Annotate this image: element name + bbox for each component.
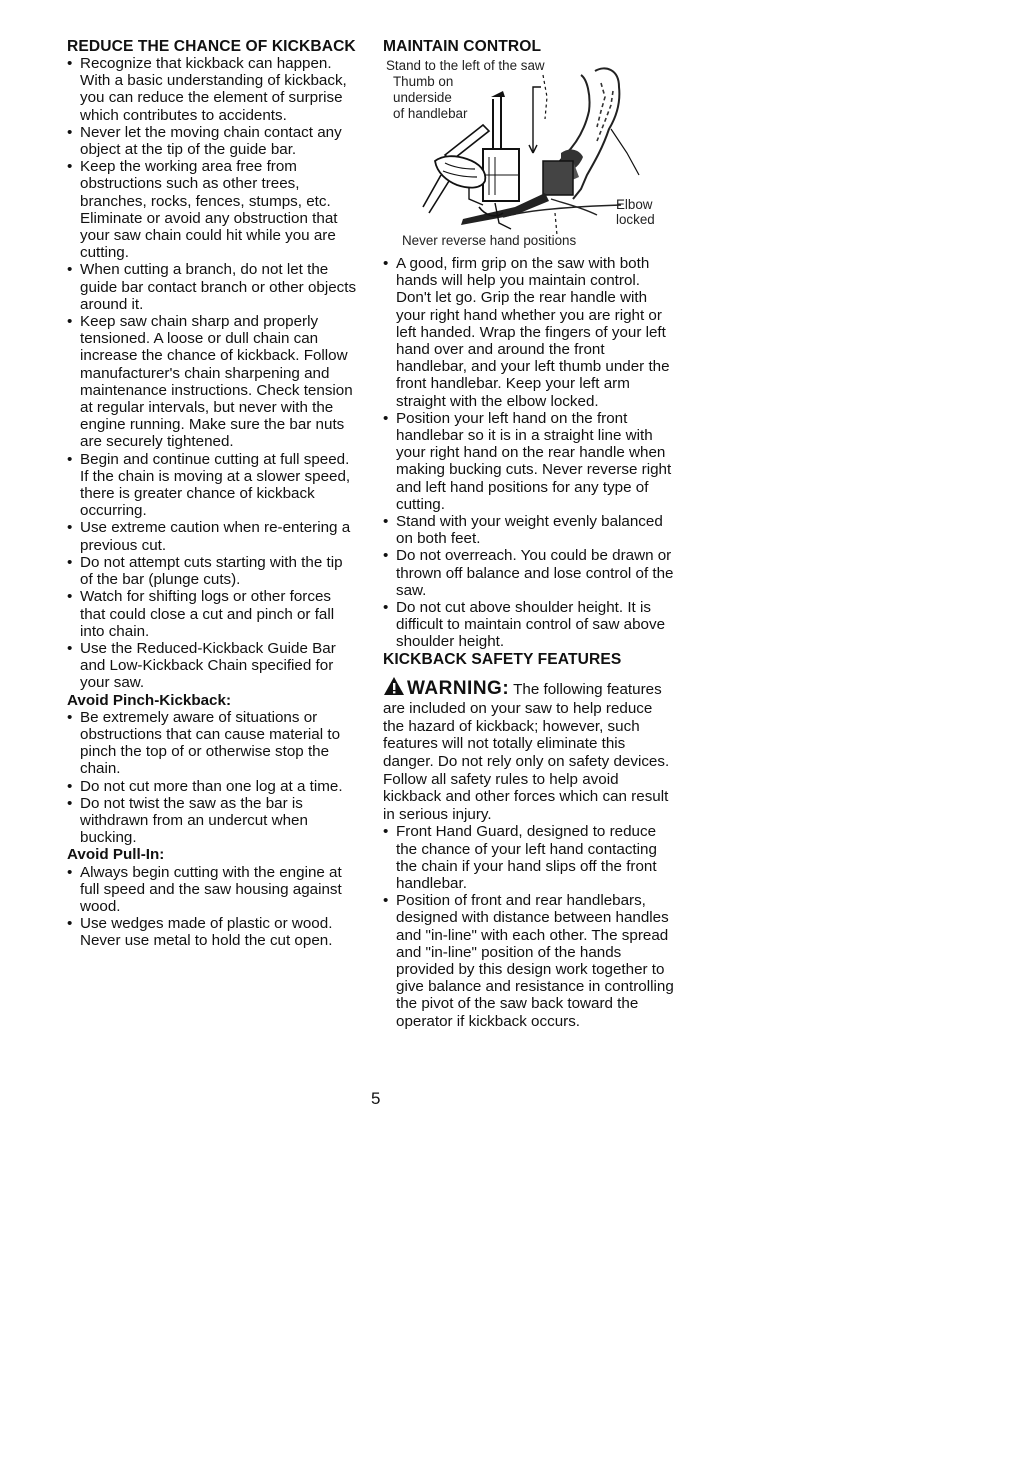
list-item: • Use wedges made of plastic or wood. Never use metal to hold the cut open. [67, 915, 359, 949]
kickback-bullets [67, 55, 359, 692]
warning-triangle-icon [383, 676, 405, 701]
safety-feature-bullets [383, 823, 675, 1029]
heading-kickback-safety-features: KICKBACK SAFETY FEATURES [383, 650, 622, 668]
caption-stand-left: Stand to the left of the saw [386, 58, 545, 73]
list-item: • Use the Reduced-Kickback Guide Bar and Low-Kickback Chain specified for your saw. [67, 640, 359, 692]
heading-maintain-control: MAINTAIN CONTROL [383, 38, 542, 55]
list-item: • Do not attempt cuts starting with the tip of the bar (plunge cuts). [67, 554, 359, 588]
list-item: • Keep saw chain sharp and properly tensioned. A loose or dull chain can increase the chance of kickback. Follow manufacturer's chain sharpening and maintenance instructions. Check tension at regular intervals, but never with the engine running. Make sure the bar nuts are securely tightened. [67, 313, 359, 451]
caption-thumb-line-3: of handlebar [393, 106, 468, 121]
list-item: • Front Hand Guard, designed to reduce the chance of your left hand contacting the chain if your hand slips off the front handlebar. [383, 823, 675, 892]
list-item: • Do not cut more than one log at a time. [67, 778, 359, 795]
list-item: • Do not cut above shoulder height. It is difficult to maintain control of saw above shoulder height. [383, 599, 675, 651]
warning-text: The following features are included on your saw to help reduce the hazard of kickback; however, such features will not totally eliminate this danger. Do not rely only on safety devices. Follow all safety rules to help avoid kickback and other forces which can result in serious injury. [383, 680, 670, 823]
right-column [383, 38, 675, 1030]
list-item: • Recognize that kickback can happen. With a basic understanding of kickback, you can reduce the element of surprise which contributes to accidents. [67, 55, 359, 124]
pull-in-bullets [67, 864, 359, 950]
caption-never-reverse: Never reverse hand positions [402, 233, 577, 248]
list-item: • Be extremely aware of situations or obstructions that can cause material to pinch the top of or otherwise stop the chain. [67, 709, 359, 778]
list-item: • Use extreme caution when re-entering a previous cut. [67, 519, 359, 553]
list-item: • Position of front and rear handlebars, designed with distance between handles and "in-line" with each other. The spread and "in-line" position of the hands provided by this design work together to give balance and resistance in controlling the pivot of the saw back toward the operator if kickback occurs. [383, 892, 675, 1030]
caption-thumb-line-2: underside [393, 90, 452, 105]
list-item: • Do not twist the saw as the bar is withdrawn from an undercut when bucking. [67, 795, 359, 847]
list-item: • When cutting a branch, do not let the guide bar contact branch or other objects around it. [67, 261, 359, 313]
list-item: • A good, firm grip on the saw with both hands will help you maintain control. Don't let go. Grip the rear handle with your right hand whether you are right or left handed. Wrap the fingers of your left hand over and around the front handlebar, and your left thumb under the front handlebar. Keep your left arm straight with the elbow locked. [383, 255, 675, 410]
heading-avoid-pull-in: Avoid Pull-In: [67, 846, 165, 864]
list-item: • Stand with your weight evenly balanced on both feet. [383, 513, 675, 547]
list-item: • Do not overreach. You could be drawn or thrown off balance and lose control of the saw. [383, 547, 675, 599]
caption-elbow-line-2: locked [616, 212, 655, 227]
control-bullets [383, 255, 675, 651]
heading-reduce-kickback: REDUCE THE CHANCE OF KICKBACK [67, 38, 356, 55]
list-item: • Keep the working area free from obstructions such as other trees, branches, rocks, fences, stumps, etc. Eliminate or avoid any obstruction that your saw chain could hit while you are cutting. [67, 158, 359, 261]
caption-thumb-line-1: Thumb on [393, 74, 454, 89]
list-item: • Position your left hand on the front handlebar so it is in a straight line with your right hand on the rear handle when making bucking cuts. Never reverse right and left hand positions for any type of cutting. [383, 410, 675, 513]
warning-paragraph [383, 676, 675, 824]
warning-label: WARNING: [407, 677, 510, 699]
pinch-bullets [67, 709, 359, 847]
page-number: 5 [371, 1089, 381, 1108]
list-item: • Always begin cutting with the engine at full speed and the saw housing against wood. [67, 864, 359, 916]
heading-avoid-pinch-kickback: Avoid Pinch-Kickback: [67, 691, 232, 709]
list-item: • Watch for shifting logs or other forces that could close a cut and pinch or fall into chain. [67, 588, 359, 640]
caption-elbow-line-1: Elbow [616, 197, 653, 212]
left-column [67, 38, 359, 950]
control-illustration [383, 57, 675, 249]
list-item: • Begin and continue cutting at full speed. If the chain is moving at a slower speed, there is greater chance of kickback occurring. [67, 451, 359, 520]
list-item: • Never let the moving chain contact any object at the tip of the guide bar. [67, 124, 359, 158]
